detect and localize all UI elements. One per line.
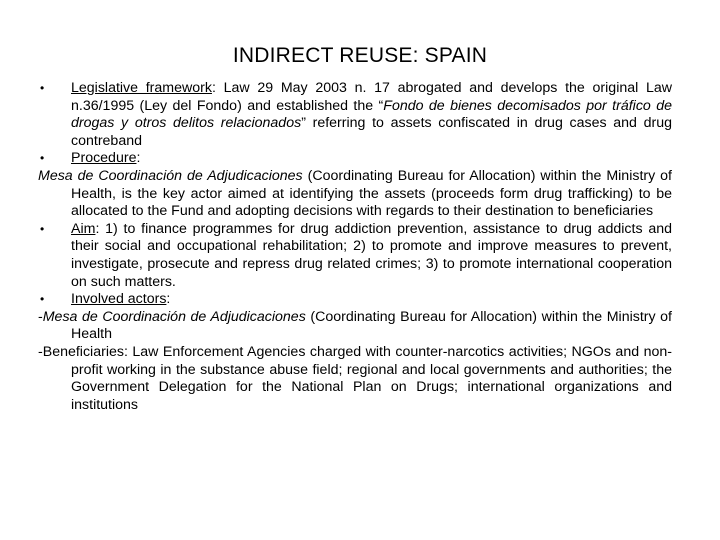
legislative-framework-label: Legislative framework (71, 80, 212, 96)
aim-sep: : (95, 220, 106, 237)
procedure-text (38, 168, 672, 221)
actors-sep: : (166, 291, 171, 308)
bullet-icon: • (40, 151, 45, 166)
involved-actors-label: Involved actors (71, 291, 167, 308)
aim-item (38, 221, 672, 291)
actors-bureau-text: (Coordinating Bureau for Allocation) within the Ministry of Health (71, 308, 673, 343)
procedure-label: Procedure (71, 150, 137, 167)
bullet-icon: • (40, 81, 45, 95)
legislative-framework-item (38, 80, 672, 150)
aim-label: Aim (71, 220, 96, 237)
slide-title: INDIRECT REUSE: SPAIN (232, 44, 488, 67)
legislative-sep: : (211, 80, 224, 96)
actors-bureau (38, 309, 672, 344)
bullet-icon: • (40, 221, 45, 236)
actors-beneficiaries: -Beneficiaries: Law Enforcement Agencies charged with counter-narcotics activities; NGOs and non-profit working in the substance abuse field; regional and local governments and authorities; the Government Delegation for the National Plan on Drugs; international organizations and institutions (38, 343, 672, 413)
fund-name: Fondo de bienes decomisados por tráfico de drogas y otros delitos relacionados (71, 97, 672, 132)
procedure-bureau-name: Mesa de Coordinación de Adjudicaciones (38, 167, 303, 184)
procedure-item (38, 150, 672, 168)
procedure-description: (Coordinating Bureau for Allocation) within the Ministry of Health, is the key actor aimed at identifying the assets (proceeds form drug trafficking) to be allocated to the Fund and adopting decisions with regards to their destination to beneficiaries (71, 167, 673, 220)
procedure-sep: : (136, 150, 141, 167)
legislative-text-2: ” referring to assets confiscated in drug cases and drug contreband (71, 115, 672, 149)
legislative-text-1: Law 29 May 2003 n. 17 abrogated and develops the original Law n.36/1995 (Ley del Fondo) and established the “ (71, 80, 673, 114)
actors-bureau-name: Mesa de Coordinación de Adjudicaciones (42, 308, 306, 325)
bullet-icon: • (40, 292, 45, 307)
aim-text: 1) to finance programmes for drug addiction prevention, assistance to drug addicts and their social and occupational rehabilitation; 2) to promote and improve measures to prevent, investigate, prosecute and repress drug related crimes; 3) to promote international cooperation on such matters. (71, 220, 673, 290)
actors-dash: - (38, 308, 43, 325)
involved-actors-item (38, 291, 672, 309)
slide-body (38, 80, 672, 414)
